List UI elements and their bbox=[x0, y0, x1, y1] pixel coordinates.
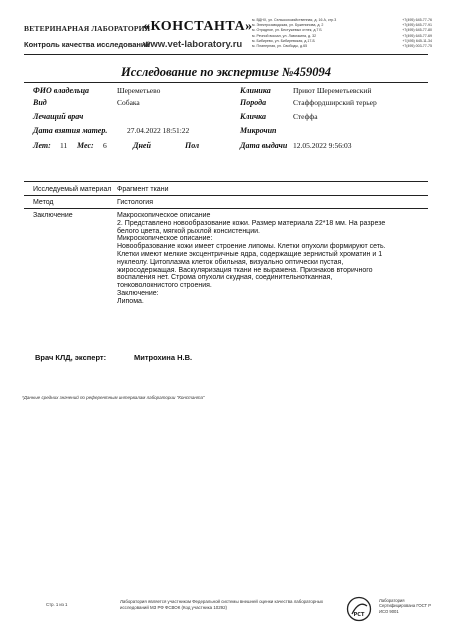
clinic-label: Клиника bbox=[240, 86, 271, 95]
document-title: Исследование по экспертизе №459094 bbox=[121, 65, 331, 79]
conclusion-line: жиросодержащая. Васкуляризация ткани не выражена. Признаков вторичного bbox=[117, 266, 373, 274]
address-text: м. Речной вокзал, ул. Лавочкина, д. 32 bbox=[252, 33, 317, 38]
title-divider bbox=[24, 82, 428, 83]
doctor-label: Лечащий врач bbox=[33, 112, 84, 121]
conclusion-line: Микроскопическое описание: bbox=[117, 235, 213, 243]
row-divider bbox=[24, 195, 428, 196]
conclusion-line: 2. Представлено новообразование кожи. Размер материала 22*18 мм. На разрезе bbox=[117, 219, 386, 227]
owner-value: Шереметьево bbox=[117, 86, 161, 95]
nickname-label: Кличка bbox=[240, 112, 267, 121]
nickname-value: Стеффа bbox=[293, 112, 318, 121]
lab-brand: «КОНСТАНТА» bbox=[143, 19, 253, 34]
conclusion-line: Заключение: bbox=[117, 289, 159, 297]
phone-text: +7(495) 645-77-80 bbox=[402, 28, 432, 33]
date-taken-label: Дата взятия матер. bbox=[33, 126, 108, 135]
owner-label: ФИО владельца bbox=[33, 86, 90, 95]
method-label: Метод bbox=[33, 199, 54, 206]
conclusion-line: воспаления нет. Строма опухоли скудная, соединительнотканная, bbox=[117, 274, 333, 282]
species-value: Собака bbox=[117, 98, 140, 107]
material-label: Исследуемый материал bbox=[33, 186, 112, 193]
signature-label: Врач КЛД, эксперт: bbox=[35, 353, 107, 362]
certification-logo-icon bbox=[346, 596, 372, 622]
method-value: Гистология bbox=[117, 199, 153, 206]
certification-mark: РСТ bbox=[353, 612, 365, 618]
footer-text: Лаборатория является участником Федеральной системы внешней оценки качества лабораторных исследований МЗ РФ ФСВОК (Код участника 10292) bbox=[120, 599, 324, 610]
phone-text: +7(495) 003-77-75 bbox=[402, 44, 432, 49]
issue-date-label: Дата выдачи bbox=[240, 141, 288, 150]
conclusion-line: Макроскопическое описание bbox=[117, 212, 211, 219]
report-divider bbox=[24, 181, 428, 182]
address-text: м. Отрадное, ул. Бестужевых отлек, д.7 Б bbox=[252, 28, 322, 33]
microchip-label: Микрочип bbox=[240, 126, 277, 135]
clinic-value: Приют Шереметьевский bbox=[293, 86, 372, 95]
conclusion-line: Клетки имеют мелкие эксцентричные ядра, содержащие зернистый хроматин и 1 bbox=[117, 250, 383, 258]
conclusion-label: Заключение bbox=[33, 212, 73, 219]
age-years-value: 11 bbox=[60, 141, 68, 150]
issue-date-value: 12.05.2022 9:56:03 bbox=[293, 141, 352, 150]
breed-value: Стаффордширский терьер bbox=[293, 98, 377, 107]
row-divider bbox=[24, 208, 428, 209]
header-divider bbox=[24, 54, 428, 55]
species-label: Вид bbox=[33, 98, 47, 107]
date-taken-value: 27.04.2022 18:51:22 bbox=[127, 126, 190, 135]
address-row bbox=[252, 44, 432, 49]
conclusion-text bbox=[117, 212, 427, 306]
phone-text: +7(495) 645-77-69 bbox=[402, 33, 432, 38]
lab-subtitle: Контроль качества исследований bbox=[24, 40, 151, 49]
sex-label: Пол bbox=[185, 141, 200, 150]
age-months-value: 6 bbox=[103, 141, 107, 150]
conclusion-line: нуклеолу. Цитоплазма клеток обильная, визуально оптически пустая, bbox=[117, 258, 344, 266]
material-value: Фрагмент ткани bbox=[117, 186, 169, 193]
address-text: м. Бибирево, ул. Бибиревская, д.17-Б bbox=[252, 38, 315, 43]
phone-text: +7(495) 645-77-91 bbox=[402, 23, 432, 28]
phone-text: +7(495) 645-77-76 bbox=[402, 18, 432, 22]
conclusion-line: Липома. bbox=[117, 297, 144, 305]
breed-label: Порода bbox=[240, 98, 267, 107]
lab-name: ВЕТЕРИНАРНАЯ ЛАБОРАТОРИЯ bbox=[24, 24, 151, 33]
address-list bbox=[252, 18, 432, 49]
conclusion-line: тонковолокнистого строения. bbox=[117, 282, 212, 290]
signature-name: Митрохина Н.В. bbox=[134, 353, 193, 362]
age-months-label: Мес: bbox=[77, 141, 94, 150]
address-text: м. Электрозаводская, ул. Буженинова, д. 2 bbox=[252, 23, 324, 28]
address-text: м. ВДНХ, ул. Сельскохозяйственная, д. 16 А, стр.3 bbox=[252, 18, 337, 22]
conclusion-line: белого цвета, мягкой рыхлой консистенции. bbox=[117, 227, 260, 235]
lab-website-link[interactable]: www.vet-laboratory.ru bbox=[143, 39, 243, 50]
certification-text: Лаборатория Сертифицирована ГОСТ Р ИСО 9001 bbox=[379, 598, 432, 614]
footnote: *Данные средних значений по референтным интервалам лаборатории "Константа" bbox=[22, 395, 205, 400]
page-number: Стр. 1 из 1 bbox=[46, 602, 68, 607]
phone-text: +7(495) 645-11-34 bbox=[402, 38, 432, 43]
conclusion-line: Новообразование кожи имеет строение липомы. Клетки опухоли формируют сеть. bbox=[117, 243, 386, 251]
age-years-label: Лет: bbox=[33, 141, 51, 150]
address-text: м. Планерная, ул. Свободы, д.65 bbox=[252, 44, 308, 49]
days-label: Дней bbox=[133, 141, 151, 150]
